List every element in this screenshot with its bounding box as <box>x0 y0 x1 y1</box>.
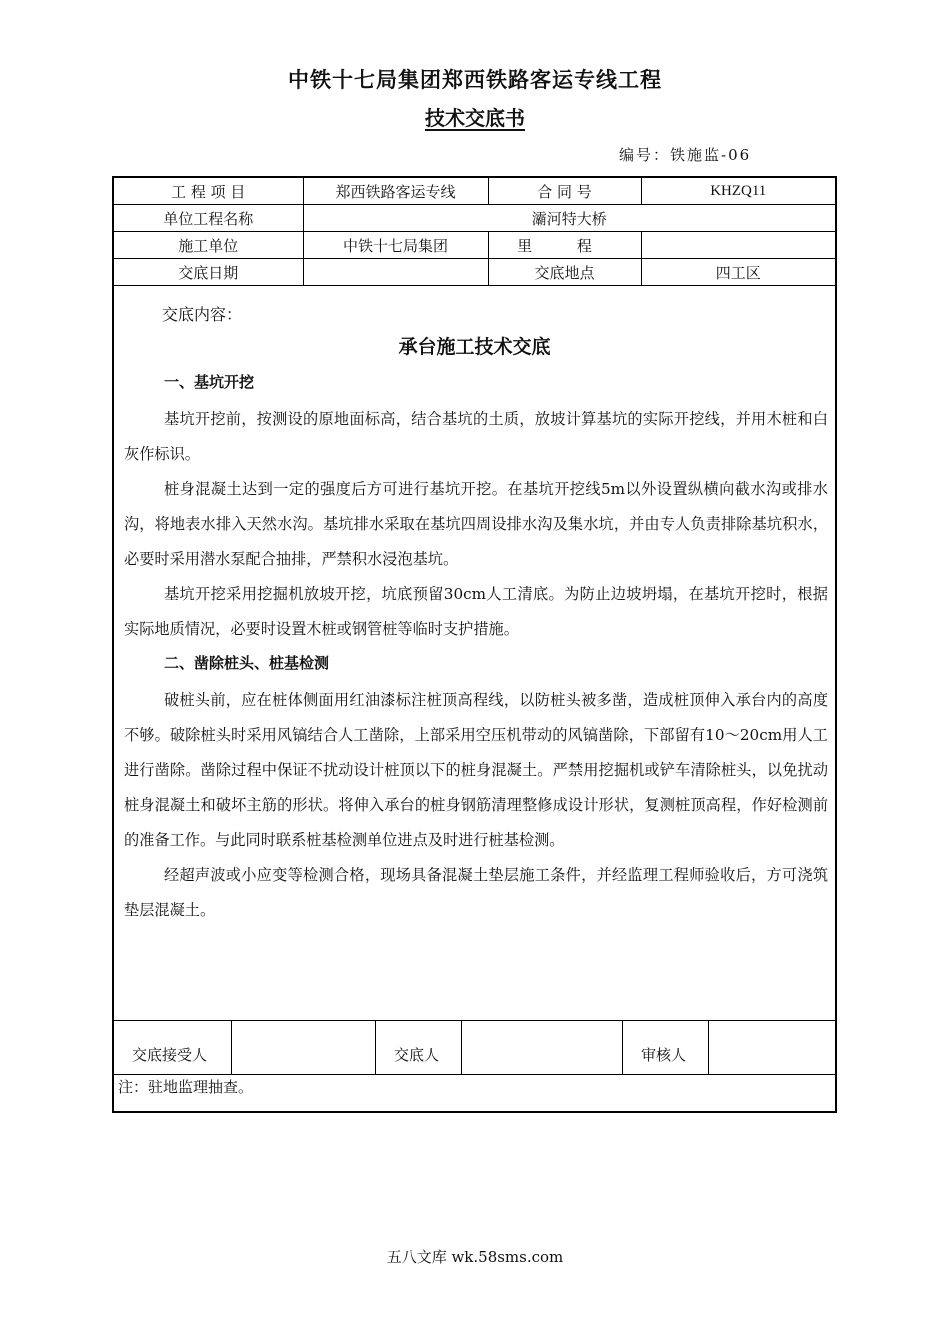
section-heading: 二、凿除桩头、桩基检测 <box>164 654 330 672</box>
content-intro: 交底内容： <box>162 305 243 324</box>
giver-label: 交底人 <box>375 1021 461 1074</box>
content-title: 承台施工技术交底 <box>398 336 551 358</box>
info-table <box>114 178 835 286</box>
document-number: 编号：铁施监-06 <box>619 146 752 164</box>
reviewer-field[interactable] <box>708 1021 835 1074</box>
table-row <box>114 259 835 286</box>
subtitle-text: 技术交底书 <box>425 106 525 130</box>
paragraph: 基坑开挖采用挖掘机放坡开挖，坑底预留30cm人工清底。为防止边坡坍塌，在基坑开挖时，根据实际地质情况，必要时设置木桩或钢管桩等临时支护措施。 <box>124 585 828 638</box>
table-row <box>114 205 835 232</box>
date-label: 交底日期 <box>114 259 303 286</box>
receiver-label: 交底接受人 <box>132 1046 208 1064</box>
section-heading: 一、基坑开挖 <box>164 373 255 391</box>
date-value <box>303 259 488 286</box>
document-title: 中铁十七局集团郑西铁路客运专线工程 <box>288 68 662 92</box>
paragraph: 基坑开挖前，按测设的原地面标高，结合基坑的土质，放坡计算基坑的实际开挖线，并用木桩和白灰作标识。 <box>124 410 828 463</box>
builder-value: 中铁十七局集团 <box>303 232 488 259</box>
project-label: 工 程 项 目 <box>114 178 303 205</box>
page-footer: 五八文库 wk.58sms.com <box>386 1248 564 1266</box>
contract-label: 合 同 号 <box>488 178 641 205</box>
disclosure-form <box>112 176 837 1113</box>
paragraph: 破桩头前，应在桩体侧面用红油漆标注桩顶高程线，以防桩头被多凿，造成桩顶伸入承台内的高度不够。破除桩头时采用风镐结合人工凿除，上部采用空压机带动的风镐凿除，下部留有10～20cm用人工进行凿除。凿除过程中保证不扰动设计桩顶以下的桩身混凝土。严禁用挖掘机或铲车清除桩头，以免扰动桩身混凝土和破坏主筋的形状。将伸入承台的桩身钢筋清理整修成设计形状，复测桩顶高程，作好检测前的准备工作。与此同时联系桩基检测单位进点及时进行桩基检测。 <box>124 691 828 849</box>
unit-name-value: 灞河特大桥 <box>303 205 835 232</box>
table-row <box>114 232 835 259</box>
place-label: 交底地点 <box>488 259 641 286</box>
mileage-value <box>641 232 835 259</box>
signature-row <box>114 1020 835 1075</box>
mileage-label: 里 程 <box>488 232 641 259</box>
contract-value: KHZQ11 <box>641 178 835 205</box>
reviewer-label: 审核人 <box>622 1021 708 1074</box>
document-subtitle <box>0 102 950 131</box>
builder-label: 施工单位 <box>114 232 303 259</box>
project-value: 郑西铁路客运专线 <box>303 178 488 205</box>
place-value: 四工区 <box>641 259 835 286</box>
disclosure-content <box>114 290 835 1020</box>
receiver-field[interactable] <box>231 1021 375 1074</box>
footnote: 注：驻地监理抽查。 <box>118 1078 254 1096</box>
table-row <box>114 178 835 205</box>
paragraph: 桩身混凝土达到一定的强度后方可进行基坑开挖。在基坑开挖线5m以外设置纵横向截水沟或排水沟，将地表水排入天然水沟。基坑排水采取在基坑四周设排水沟及集水坑，并由专人负责排除基坑积水，必要时采用潜水泵配合抽排，严禁积水浸泡基坑。 <box>124 480 828 568</box>
paragraph: 经超声波或小应变等检测合格，现场具备混凝土垫层施工条件，并经监理工程师验收后，方可浇筑垫层混凝土。 <box>124 866 828 919</box>
giver-field[interactable] <box>461 1021 622 1074</box>
unit-name-label: 单位工程名称 <box>114 205 303 232</box>
content-body <box>124 370 828 928</box>
